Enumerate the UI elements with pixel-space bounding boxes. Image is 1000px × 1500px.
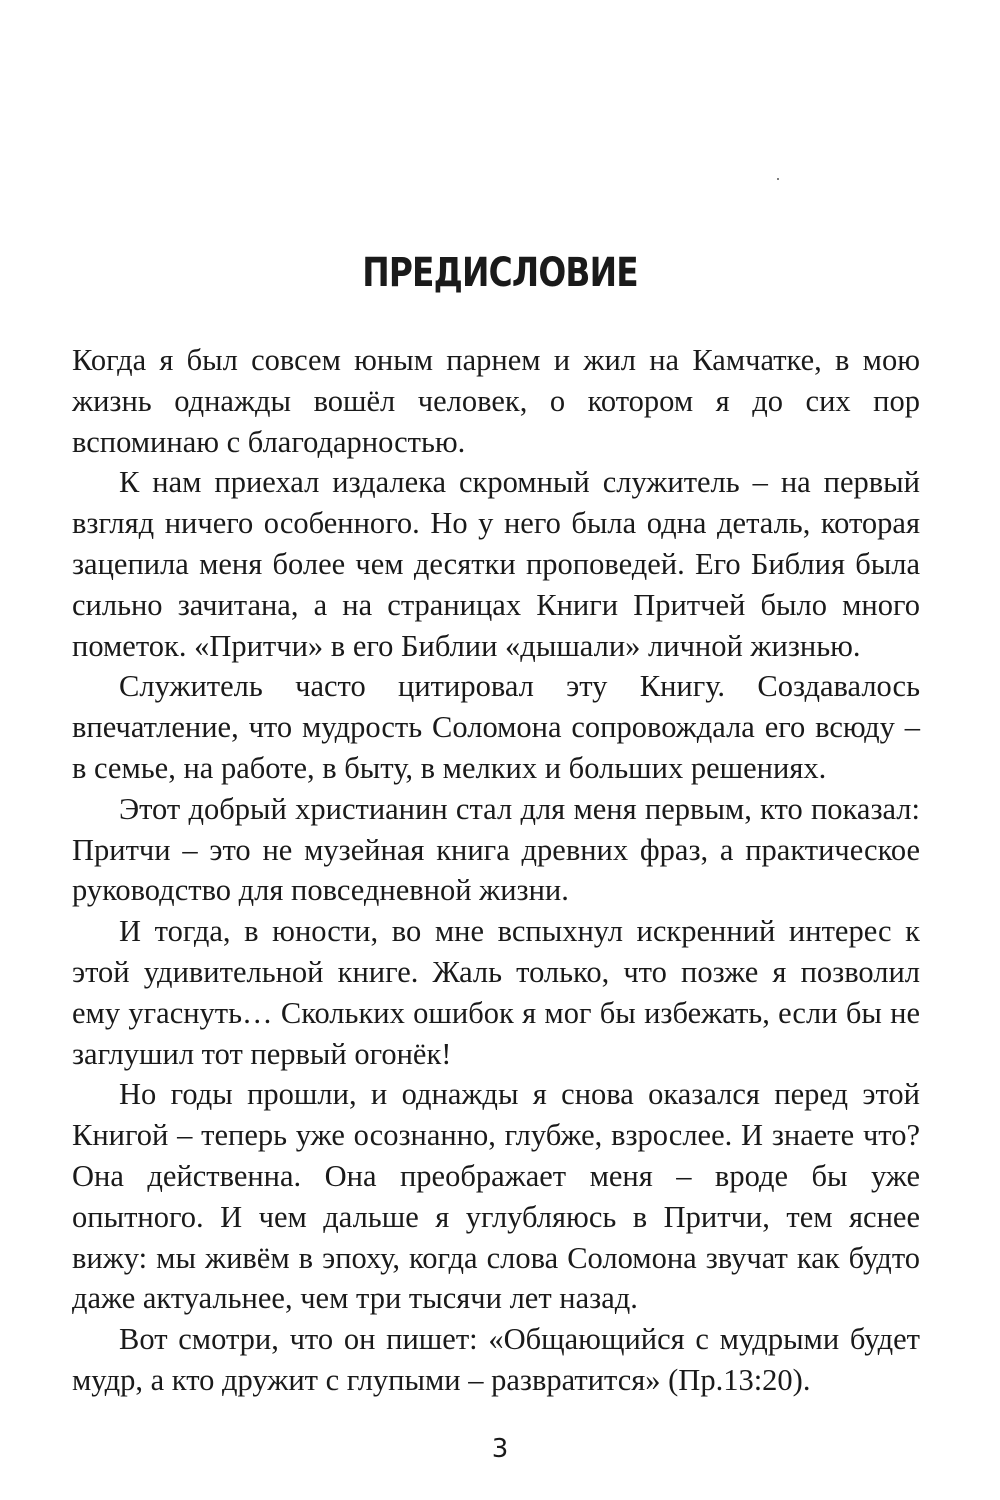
paragraph: Служитель часто цитировал эту Книгу. Создавалось впечатление, что мудрость Соломона сопровождала его всюду – в семье, на работе, в быту, в мелких и больших решениях.: [72, 669, 920, 785]
chapter-heading: ПРЕДИСЛОВИЕ: [362, 250, 638, 296]
paragraph: Этот добрый христианин стал для меня первым, кто показал: Притчи – это не музейная книга древних фраз, а практическое руководство для повседневной жизни.: [72, 791, 920, 908]
paragraph: К нам приехал издалека скромный служитель – на первый взгляд ничего особенного. Но у него была одна деталь, которая зацепила меня более чем десятки проповедей. Его Библия была сильно зачитана, а на страницах Книги Притчей было много пометок. «Притчи» в его Библии «дышали» личной жизнью.: [72, 465, 920, 663]
print-speck: [777, 178, 779, 180]
page-number: 3: [491, 1434, 509, 1464]
paragraph: Вот смотри, что он пишет: «Общающийся с мудрыми будет мудр, а кто дружит с глупыми – развратится» (Пр.13:20).: [72, 1322, 920, 1397]
body-text: [72, 340, 920, 1401]
paragraph: Когда я был совсем юным парнем и жил на Камчатке, в мою жизнь однажды вошёл человек, о котором я до сих пор вспоминаю с благодарностью.: [72, 343, 920, 459]
paragraph: Но годы прошли, и однажды я снова оказался перед этой Книгой – теперь уже осознанно, глубже, взрослее. И знаете что? Она действенна. Она преображает меня – вроде бы уже опытного. И чем дальше я углубляюсь в Притчи, тем яснее вижу: мы живём в эпоху, когда слова Соломона звучат как будто даже актуальнее, чем три тысячи лет назад.: [72, 1077, 920, 1316]
paragraph: И тогда, в юности, во мне вспыхнул искренний интерес к этой удивительной книге. Жаль только, что позже я позволил ему угаснуть… Скольких ошибок я мог бы избежать, если бы не заглушил тот первый огонёк!: [72, 914, 920, 1071]
